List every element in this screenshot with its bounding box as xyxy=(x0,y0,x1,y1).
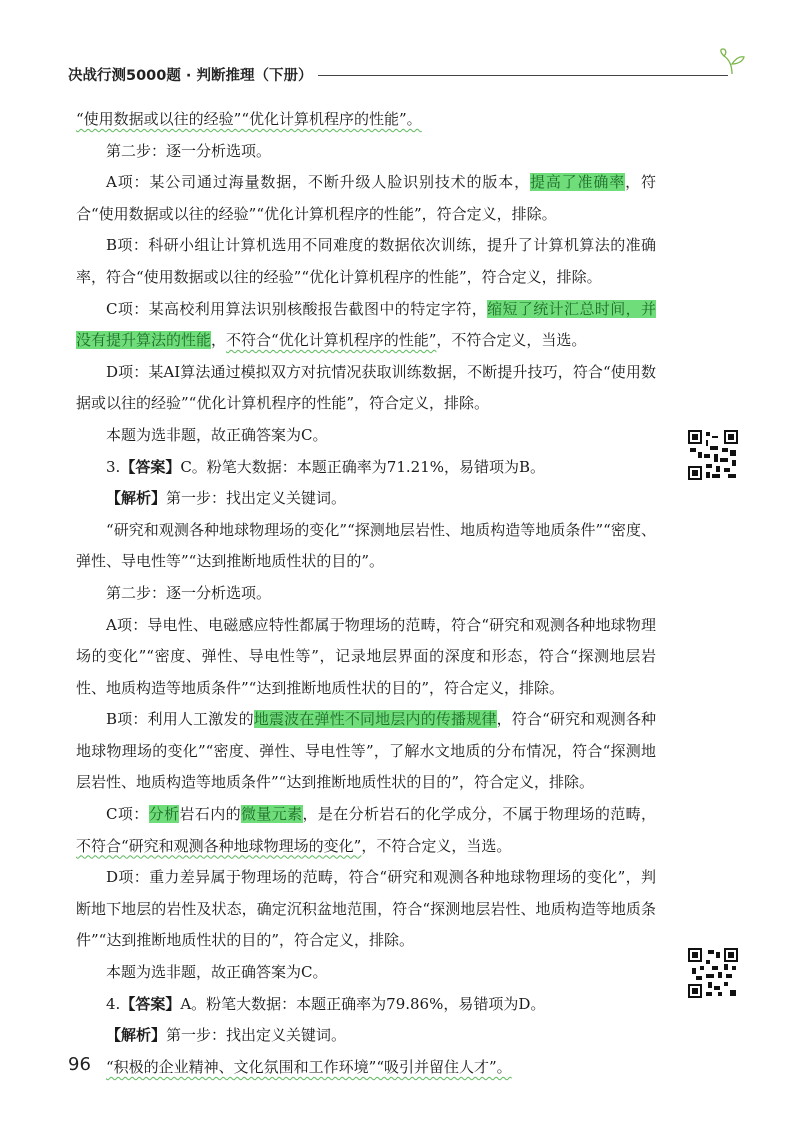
analysis-heading-q4: 【解析】第一步：找出定义关键词。 xyxy=(106,1026,347,1045)
qr-code-icon[interactable] xyxy=(688,430,738,480)
page-number: 96 xyxy=(68,1054,91,1075)
highlight: 提高了准确率 xyxy=(529,173,626,192)
page-body xyxy=(76,104,656,1083)
step-two-heading-q3: 第二步：逐一分析选项。 xyxy=(106,583,272,602)
running-header xyxy=(68,62,748,86)
option-d-analysis-q3: D项：重力差异属于物理场的范畴，符合“研究和观测各种地球物理场的变化”，判断地下地层的岩性及状态，确定沉积盆地范围，符合“探测地层岩性、地质构造等地质条件”“达到推断地质性状的目的”，符合定义，排除。 xyxy=(76,868,656,950)
wavy-underline: 不符合“研究和观测各种地球物理场的变化” xyxy=(76,836,362,855)
keywords-line-1: “使用数据或以往的经验”“优化计算机程序的性能”。 xyxy=(76,110,422,128)
highlight: 分析 xyxy=(148,805,180,824)
highlight: 地震波在弹性不同地层内的传播规律 xyxy=(253,710,497,729)
book-title: 决战行测5000题 · 判断推理（下册） xyxy=(68,64,318,85)
highlight: 缩短了统计汇总时间，并没有提升算法的性能 xyxy=(76,299,656,350)
option-c-analysis-q3: C项：分析岩石内的微量元素，是在分析岩石的化学成分，不属于物理场的范畴，不符合“研究和观测各种地球物理场的变化”，不符合定义，当选。 xyxy=(76,805,656,855)
option-b-analysis-q3: B项：利用人工激发的地震波在弹性不同地层内的传播规律，符合“研究和观测各种地球物理场的变化”“密度、弹性、导电性等”，了解水文地质的分布情况，符合“探测地层岩性、地质构造等地质条件”“达到推断地质性状的目的”，符合定义，排除。 xyxy=(76,710,656,792)
wavy-underline: 不符合“优化计算机程序的性能” xyxy=(226,331,437,350)
option-c-analysis-q2: C项：某高校利用算法识别核酸报告截图中的特定字符，缩短了统计汇总时间，并没有提升算法的性能，不符合“优化计算机程序的性能”，不符合定义，当选。 xyxy=(76,299,656,350)
option-d-analysis-q2: D项：某AI算法通过模拟双方对抗情况获取训练数据，不断提升技巧，符合“使用数据或以往的经验”“优化计算机程序的性能”，符合定义，排除。 xyxy=(76,362,656,413)
option-b-analysis-q2: B项：科研小组让计算机选用不同难度的数据依次训练，提升了计算机算法的准确率，符合“使用数据或以往的经验”“优化计算机程序的性能”，符合定义，排除。 xyxy=(76,236,656,286)
highlight: 微量元素 xyxy=(240,805,303,824)
option-a-analysis-q3: A项：导电性、电磁感应特性都属于物理场的范畴，符合“研究和观测各种地球物理场的变化”“密度、弹性、导电性等”，记录地层界面的深度和形态，符合“探测地层岩性、地质构造等地质条件”“达到推断地质性状的目的”，符合定义，排除。 xyxy=(76,615,656,697)
step-two-heading: 第二步：逐一分析选项。 xyxy=(106,141,272,160)
keywords-q3: “研究和观测各种地球物理场的变化”“探测地层岩性、地质构造等地质条件”“密度、弹性、导电性等”“达到推断地质性状的目的”。 xyxy=(76,520,656,571)
answer-conclusion-q2: 本题为选非题，故正确答案为C。 xyxy=(106,425,328,444)
sprout-leaf-icon xyxy=(718,48,746,74)
answer-line-q4: 4.【答案】A。粉笔大数据：本题正确率为79.86%，易错项为D。 xyxy=(106,994,546,1013)
answer-conclusion-q3: 本题为选非题，故正确答案为C。 xyxy=(106,963,328,982)
option-a-analysis-q2: A项：某公司通过海量数据，不断升级人脸识别技术的版本，提高了准确率，符合“使用数据或以往的经验”“优化计算机程序的性能”，符合定义，排除。 xyxy=(76,173,656,223)
qr-code-icon[interactable] xyxy=(688,948,738,998)
analysis-heading-q3: 【解析】第一步：找出定义关键词。 xyxy=(106,489,347,508)
answer-line-q3: 3.【答案】C。粉笔大数据：本题正确率为71.21%，易错项为B。 xyxy=(106,457,546,476)
keywords-q4: “积极的企业精神、文化氛围和工作环境”“吸引并留住人才”。 xyxy=(106,1057,512,1076)
